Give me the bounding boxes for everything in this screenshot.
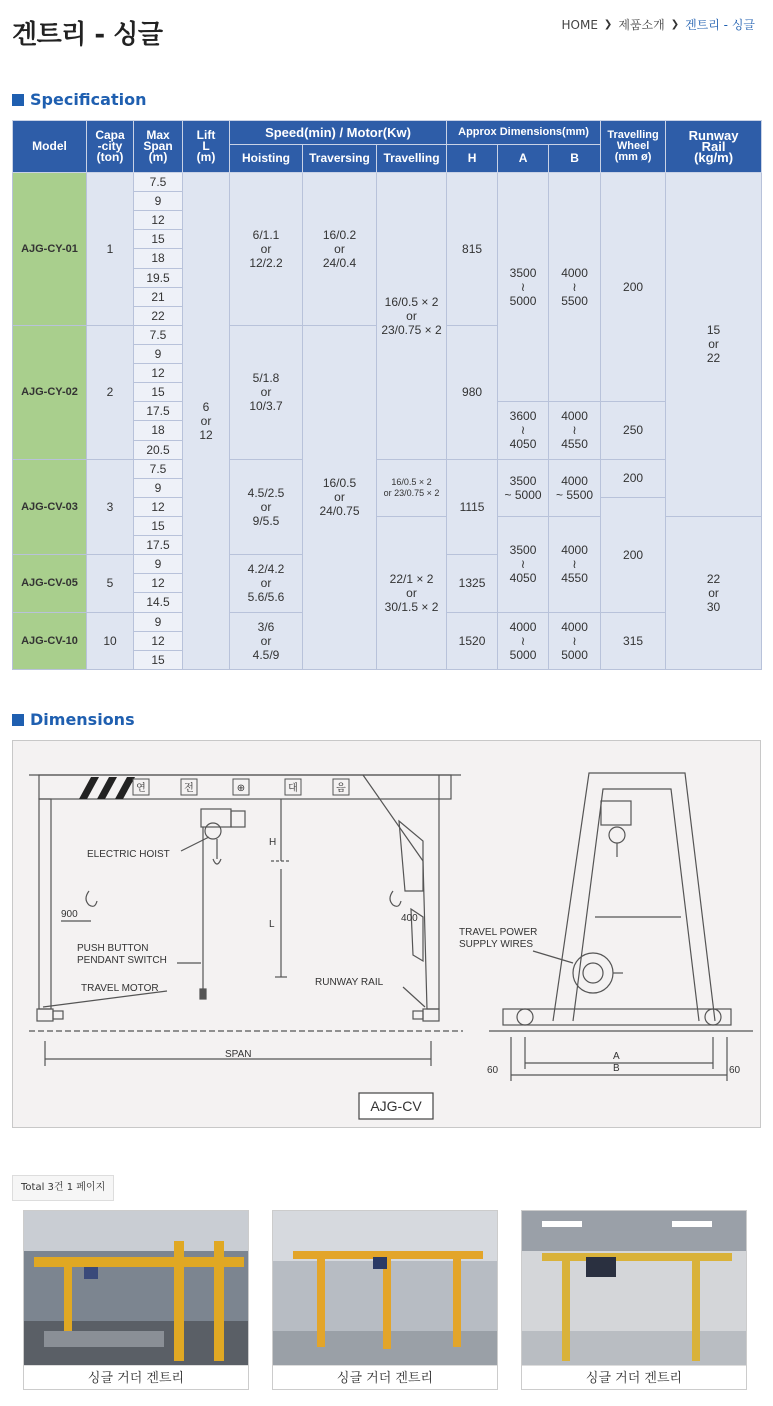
th-h: H: [447, 145, 498, 173]
span-cell: 18: [134, 421, 183, 440]
travelling-cell: 16/0.5 × 2 or 23/0.75 × 2: [377, 459, 447, 516]
rail-cell: 15 or 22: [666, 173, 762, 517]
label-push-button: PUSH BUTTON: [77, 943, 149, 954]
span-cell: 21: [134, 287, 183, 306]
span-cell: 15: [134, 516, 183, 535]
breadcrumb-current: 겐트리 - 싱글: [685, 18, 755, 32]
th-model: Model: [13, 121, 87, 173]
breadcrumb-products-link[interactable]: 제품소개: [618, 18, 665, 32]
span-cell: 7.5: [134, 173, 183, 192]
h-cell: 980: [447, 325, 498, 459]
capacity-cell: 5: [87, 555, 134, 612]
plate-char: ⊕: [236, 783, 246, 794]
model-cell: AJG-CY-02: [13, 325, 87, 459]
th-dimensions-group: Approx Dimensions(mm): [447, 121, 601, 145]
span-cell: 15: [134, 383, 183, 402]
plate-char: 대: [288, 783, 298, 794]
dimensions-drawing: [12, 740, 761, 1128]
th-rail: Runway Rail (kg/m): [666, 121, 762, 173]
model-cell: AJG-CY-01: [13, 173, 87, 326]
right-leg-shape: [363, 775, 439, 1009]
label-400: 400: [401, 913, 418, 924]
lift-cell: 6 or 12: [183, 173, 230, 670]
hoisting-cell: 4.5/2.5 or 9/5.5: [230, 459, 303, 555]
a-cell: 3500 ≀ 4050: [498, 516, 549, 612]
span-cell: 7.5: [134, 325, 183, 344]
span-cell: 15: [134, 230, 183, 249]
total-count-badge: Total 3건 1 페이지: [12, 1175, 114, 1201]
th-lift: Lift L (m): [183, 121, 230, 173]
span-cell: 20.5: [134, 440, 183, 459]
breadcrumb-home-link[interactable]: HOME: [561, 17, 598, 32]
b-cell: 4000 ≀ 4550: [549, 402, 601, 459]
gallery-caption[interactable]: 싱글 거더 겐트리: [273, 1365, 497, 1390]
hoisting-cell: 4.2/4.2 or 5.6/5.6: [230, 555, 303, 612]
th-a: A: [498, 145, 549, 173]
a-cell: 3500 ≀ 5000: [498, 173, 549, 402]
capacity-cell: 3: [87, 459, 134, 555]
label-60-left: 60: [487, 1065, 499, 1076]
label-b: B: [613, 1063, 620, 1074]
label-span: SPAN: [225, 1049, 252, 1060]
breadcrumb: [562, 16, 755, 33]
left-leg-shape: [39, 799, 51, 1009]
b-cell: 4000 ≀ 4550: [549, 516, 601, 612]
capacity-cell: 10: [87, 612, 134, 669]
table-row: [13, 459, 762, 478]
h-cell: 1115: [447, 459, 498, 555]
span-cell: 12: [134, 211, 183, 230]
th-b: B: [549, 145, 601, 173]
gallery-caption[interactable]: 싱글 거더 겐트리: [24, 1365, 248, 1390]
b-cell: 4000 ≀ 5500: [549, 173, 601, 402]
label-h: H: [269, 837, 277, 848]
travelling-cell: 16/0.5 × 2 or 23/0.75 × 2: [377, 173, 447, 460]
square-bullet-icon: [12, 714, 24, 726]
capacity-cell: 1: [87, 173, 134, 326]
gallery-card[interactable]: [272, 1210, 498, 1390]
b-cell: 4000 ~ 5500: [549, 459, 601, 516]
a-cell: 3600 ≀ 4050: [498, 402, 549, 459]
th-capacity: Capa -city (ton): [87, 121, 134, 173]
gantry-drawing-svg: [13, 741, 760, 1127]
span-cell: 12: [134, 574, 183, 593]
square-bullet-icon: [12, 94, 24, 106]
span-cell: 12: [134, 497, 183, 516]
traversing-cell: 16/0.2 or 24/0.4: [303, 173, 377, 326]
wheel-cell: 200: [601, 497, 666, 612]
h-cell: 1325: [447, 555, 498, 612]
chevron-right-icon: ❯: [670, 19, 680, 30]
span-cell: 19.5: [134, 268, 183, 287]
travelling-cell: 22/1 × 2 or 30/1.5 × 2: [377, 516, 447, 669]
span-cell: 9: [134, 612, 183, 631]
model-cell: AJG-CV-10: [13, 612, 87, 669]
th-hoisting: Hoisting: [230, 145, 303, 173]
span-cell: 14.5: [134, 593, 183, 612]
th-traversing: Traversing: [303, 145, 377, 173]
span-cell: 18: [134, 249, 183, 268]
label-60-right: 60: [729, 1065, 741, 1076]
span-cell: 17.5: [134, 402, 183, 421]
wheel-cell: 200: [601, 173, 666, 402]
a-cell: 4000 ≀ 5000: [498, 612, 549, 669]
span-cell: 17.5: [134, 536, 183, 555]
th-wheel: Travelling Wheel (mm ø): [601, 121, 666, 173]
h-cell: 815: [447, 173, 498, 326]
drawing-title: AJG-CV: [370, 1098, 422, 1114]
plate-char: 연: [136, 783, 146, 794]
span-cell: 9: [134, 192, 183, 211]
span-cell: 7.5: [134, 459, 183, 478]
span-cell: 9: [134, 478, 183, 497]
label-electric-hoist: ELECTRIC HOIST: [87, 849, 170, 860]
span-cell: 12: [134, 631, 183, 650]
label-l: L: [269, 919, 275, 930]
label-supply-wires: SUPPLY WIRES: [459, 939, 534, 950]
wheel-cell: 250: [601, 402, 666, 459]
plate-char: 전: [184, 783, 194, 794]
plate-char: 음: [336, 783, 346, 794]
hoisting-cell: 6/1.1 or 12/2.2: [230, 173, 303, 326]
gantry-photo-2[interactable]: [273, 1211, 497, 1365]
gallery-card[interactable]: [521, 1210, 747, 1390]
th-max-span: Max Span (m): [134, 121, 183, 173]
specification-heading: Specification: [12, 90, 146, 109]
hoisting-cell: 5/1.8 or 10/3.7: [230, 325, 303, 459]
label-pendant-switch: PENDANT SWITCH: [77, 955, 167, 966]
span-cell: 12: [134, 364, 183, 383]
span-cell: 22: [134, 306, 183, 325]
capacity-cell: 2: [87, 325, 134, 459]
label-a: A: [613, 1051, 620, 1062]
model-cell: AJG-CV-05: [13, 555, 87, 612]
th-speed-group: Speed(min) / Motor(Kw): [230, 121, 447, 145]
traversing-cell: 16/0.5 or 24/0.75: [303, 325, 377, 669]
chevron-right-icon: ❯: [603, 19, 613, 30]
label-travel-motor: TRAVEL MOTOR: [81, 983, 159, 994]
gallery-caption[interactable]: 싱글 거더 겐트리: [522, 1365, 746, 1390]
h-cell: 1520: [447, 612, 498, 669]
rail-cell: 22 or 30: [666, 516, 762, 669]
label-runway-rail: RUNWAY RAIL: [315, 977, 384, 988]
wheel-cell: 200: [601, 459, 666, 497]
b-cell: 4000 ≀ 5000: [549, 612, 601, 669]
span-cell: 15: [134, 650, 183, 669]
label-travel-power: TRAVEL POWER: [459, 927, 538, 938]
th-travelling: Travelling: [377, 145, 447, 173]
span-cell: 9: [134, 555, 183, 574]
model-cell: AJG-CV-03: [13, 459, 87, 555]
gantry-photo-1[interactable]: [24, 1211, 248, 1365]
a-cell: 3500 ~ 5000: [498, 459, 549, 516]
span-cell: 9: [134, 344, 183, 363]
dimensions-heading: Dimensions: [12, 710, 135, 729]
table-row: [13, 173, 762, 192]
page-title: 겐트리 - 싱글: [12, 20, 163, 50]
specification-table: [12, 120, 761, 670]
hoisting-cell: 3/6 or 4.5/9: [230, 612, 303, 669]
gallery-card[interactable]: [23, 1210, 249, 1390]
gantry-photo-3[interactable]: [522, 1211, 746, 1365]
wheel-cell: 315: [601, 612, 666, 669]
label-900: 900: [61, 909, 78, 920]
